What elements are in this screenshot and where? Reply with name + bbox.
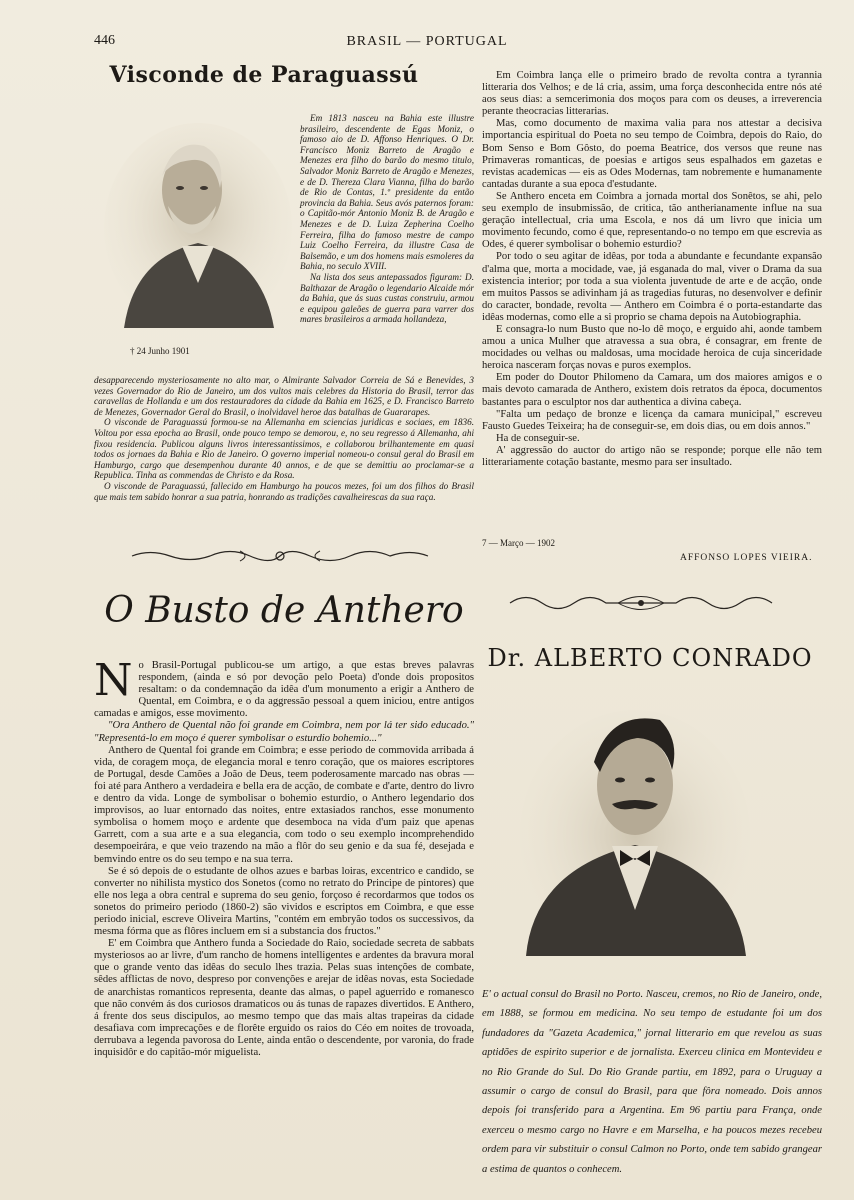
article-paragraph: Ha de conseguir-se.	[496, 432, 580, 444]
visconde-bio-paragraph: Em 1813 nasceu na Bahia este illustre brasileiro, descendente de Egas Moniz, o famoso aio de D. Affonso Henriques. O Dr. Francisco Moniz Barreto de Aragão e Menezes era filho do barão do mesmo titulo, Salvador Moniz Barreto de Aragão e Menezes, e de D. Thereza Clara Vianna, filha do barão de Rio de Contas, 1.º presidente da então provincia da Bahia. Seus avós paternos foram: o Capitão-mór Antonio Moniz B. de Aragão e Menezes e de D. Luiza Zepherina Coelho Ferreira, filha do famoso mestre de campo Luiz Coelho Ferreira, da illustre Casa de Balsemão, e um dos homens mais esmoleres da Bahia, no seculo XVIII.	[300, 113, 474, 272]
visconde-portrait	[104, 118, 292, 328]
conrado-bio: E' o actual consul do Brasil no Porto. Nasceu, cremos, no Rio de Janeiro, onde, em 1888, se formou em medicina. No seu tempo de estudante foi um dos fundadores da "Gazeta Academica," jornal litterario em que revelou as suas aptidões de espirito superior e de jornalista. Exerceu clinica em Montevideu e no Rio Grande do Sul. Do Rio Grande partiu, em 1892, para o Uruguay a assumir o cargo de consul do Brasil, para que fôra nomeado. Dois annos depois foi transferido para a Argentina. Em 96 partiu para França, onde exerceu o mesmo cargo no Havre e em Marselha, e ha poucos mezes recebeu ordem para vir substituir o consul Calmon no Porto, onde tem sabido grangear a estima de quantos o conhecem.	[482, 989, 822, 1175]
conrado-portrait	[520, 700, 750, 956]
busto-paragraph: E' em Coimbra que Anthero funda a Sociedade do Raio, sociedade secreta de sabbats mysteriosos ao ar livre, d'um rancho de homens intelligentes e ardentes da bravura moral que o grande vento das idêas do seculo lhes trazia. Pelas suas intenções de combate, sêdes afflictas de novo, despreso por convenções e arejar de idêas novas, esta Sociedade de anarchistas romanticos representa, deante das almas, o papel aguerrido e romanesco que não convém ás dos curiosos dramaticos ou ás tunas de rapazes divertidos. E Anthero, á frente dos seus discipulos, ao mesmo tempo que das mais altas trapeiras da cidade desafiava com imprecações e de florête erguido os raios do Céo em noites de trovoada, derrubava a legenda pavorosa do Lente, ainda então o descendente, por varonia, do frade inquisidôr e do capitão-mór miguelista.	[94, 938, 474, 1058]
conrado-heading: Dr. ALBERTO CONRADO	[487, 644, 813, 672]
visconde-bio-paragraph: O visconde de Paraguassú formou-se na Allemanha em sciencias juridicas e sociaes, em 1836. Voltou por essa epocha ao Brasil, onde pouco tempo se demorou, e, no seu regresso á Allemanha, ahi fixou residencia. Publicou alguns livros interessantissimos, e collaborou brilhantemente em quasi todos os jornaes da Bahia e Rio de Janeiro. O governo imperial nomeou-o consul geral do Brasil em Hamburgo, cargo que desempenhou durante 40 annos, e de que se demittiu ao proclamar-se a Republica. Tinha as commendas de Christo e da Rosa.	[94, 417, 474, 481]
busto-paragraph: Anthero de Quental foi grande em Coimbra; e esse periodo de commovida arribada á vida, de coragem moça, de elegancia moral e tenro coração, que os maiores escriptores de Portugal, desde Camões a João de Deus, teem poderosamente marcado nas obras — foi até para Anthero a verdadeira e bella era de acção, de combate e d'arte, dentro do livro e dentro da vida. Longe de symbolisar o bohemio esturdio, o Anthero legendario dos improvisos, ao luar entornado das noites, entre extasiados ranchos, esse monumento symbolisa o homem moço e ardente que desemboca na vida d'um paiz que apenas Garrett, com a sua arte e a sua elegancia, com todo o seu exemplo incomprehendido desempoeirára, e que veio trazendo na mão a flôr do seu genio e da sua fé, desejada e bemvindo entre os do seu tempo e na sua terra.	[94, 744, 474, 865]
article-date: 7 — Março — 1902	[482, 538, 555, 548]
busto-article	[94, 655, 474, 1059]
busto-paragraph: o Brasil-Portugal publicou-se um artigo, a que estas breves palavras respondem, (ainda e só por devoção pelo Poeta) d'onde dois propositos resaltam: o da condemnação da idêa d'um monumento a erigir a Anthero de Quental, em Coimbra, e o da aggressão pessoal a quem iniciou, entre antigos camadas e amigos, esse movimento.	[94, 660, 474, 720]
article-paragraph: Se Anthero enceta em Coimbra a jornada mortal dos Sonêtos, se ahi, pelo seu exemplo de insubmissão, de critica, tão antherianamente influe na sua geração intellectual, cria uma Escola, e nos dá um livro que inicia um movimento fecundo, como é que, representando-o no tempo em que escrevia as Odes, é querer symbolisar o bohemio esturdio?	[482, 190, 822, 251]
article-paragraph: Em poder do Doutor Philomeno da Camara, um dos maiores amigos e o mais devoto camarada de Anthero, existem dois retratos da época, documentos bastantes para o esculptor nos dar authentica a divina cabeça.	[482, 372, 822, 408]
right-column-article	[482, 70, 822, 469]
article-paragraph: A' aggressão do auctor do artigo não se responde; porque elle não tem litterariamente cotação bastante, mesmo para ser insultado.	[482, 444, 822, 468]
busto-quote: "Ora Anthero de Quental não foi grande em Coimbra, nem por lá ter sido educado." "Representá-lo em moço é querer symbolisar o esturdio bohemio..."	[94, 720, 474, 744]
article-paragraph: "Falta um pedaço de bronze e licença da camara municipal," escreveu Fausto Guedes Teixeira; ha de conseguir-se, em dois dias, ou em dois annos."	[482, 408, 822, 432]
visconde-bio-paragraph: O visconde de Paraguassú, fallecido em Hamburgo ha poucos mezes, foi um dos filhos do Brasil que mais tem sabido honrar a sua patria, honrando as tradições cavalheirescas da sua raça.	[94, 480, 474, 502]
article-paragraph: Por todo o seu agitar de idêas, por toda a abundante e fecundante expansão d'alma que, morta a mocidade, vae, já esganada do mal, viver o Drama da sua existencia interior; por toda a sua violenta juventude de arte e de acção, onde em muitos Passos se adivinham já as tragedias futuras, no desenvolver e definir do caracter, bondade, revolta — Anthero em Coimbra é o porta-estandarte das idêas modernas, como elle a si proprio se chama depois na Autobiographia.	[482, 251, 822, 323]
article-paragraph: Mas, como documento de maxima valia para nos attestar a decisiva importancia espiritual do Poeta no seu tempo de Coimbra, depois do Raio, do Bom Senso e Bom Gôsto, do poema Beatrice, dos versos que reune nas Primaveras romanticas, de poesias e artigos seus espalhados em gazetas e revistas academicas — eis as Odes Modernas, tam nobremente e humanamente cantadas durante a sua epoca d'estudante.	[482, 118, 822, 190]
article-paragraph: E consagra-lo num Busto que no-lo dê moço, e erguido ahi, aonde tambem amou a unica Mulher que atravessa a sua obra, é consagrar, em frente de mocidades ou velhas ou maldosas, uma mocidade heroica de cuja sinceridade heroica nasceram forças novas e puros exemplos.	[482, 323, 822, 372]
visconde-bio-paragraph: desapparecendo mysteriosamente no alto mar, o Almirante Salvador Correia de Sá e Benevides, 3 vezes Governador do Rio de Janeiro, um dos vultos mais celebres da Historia do Brasil, terror das caravellas de Hollanda e um dos restauradores da cidade da Bahia em 1625, e D. Francisco Barreto de Menezes, Governador Geral do Brasil, o inolvidavel heroe das batalhas de Guararapes.	[94, 375, 474, 417]
visconde-bio-side	[300, 113, 474, 325]
ornament-divider-left	[130, 545, 430, 572]
busto-heading: O Busto de Anthero	[104, 590, 464, 631]
article-signature: AFFONSO LOPES VIEIRA.	[680, 553, 813, 563]
ornament-divider-right	[508, 590, 774, 621]
drop-cap: N	[94, 655, 133, 706]
page-header-title: BRASIL — PORTUGAL	[346, 34, 508, 49]
article-paragraph: Em Coimbra lança elle o primeiro brado de revolta contra a tyrannia litteraria dos Velhos; e de lá cria, assim, uma força desconhecida entre nós até aos seus dias: a semcerimonia dos moços para com os deuses, a irreverencia perante theocracias litterarias.	[482, 70, 822, 118]
visconde-bio-full	[94, 375, 474, 502]
busto-paragraph: Se é só depois de o estudante de olhos azues e barbas loiras, excentrico e candido, se converter no nihilista mystico dos Sonetos (como no retrato do Principe de pintores) que elle nos lega a obra central e suprema do seu genio, forçoso é recordarmos que todos os sonetos do primeiro periodo (1860-2) são vividos e escriptos em Coimbra, e que esse periodo inicial, escreve Oliveira Martins, "contém em embryão todos os successivos, da mesma fórma que as flôres incluem em si a substancia dos fructos."	[94, 865, 474, 938]
visconde-heading: Visconde de Paraguassú	[109, 62, 419, 88]
page-number: 446	[94, 33, 115, 48]
visconde-bio-paragraph: Na lista dos seus antepassados figuram: D. Balthazar de Aragão o legendario Alcaide mór da Bahia, que ás suas custas construiu, armou e equipou galeões de guerra para varrer dos mares brasileiros a armada hollandeza,	[300, 271, 474, 325]
visconde-portrait-caption: † 24 Junho 1901	[130, 346, 190, 356]
